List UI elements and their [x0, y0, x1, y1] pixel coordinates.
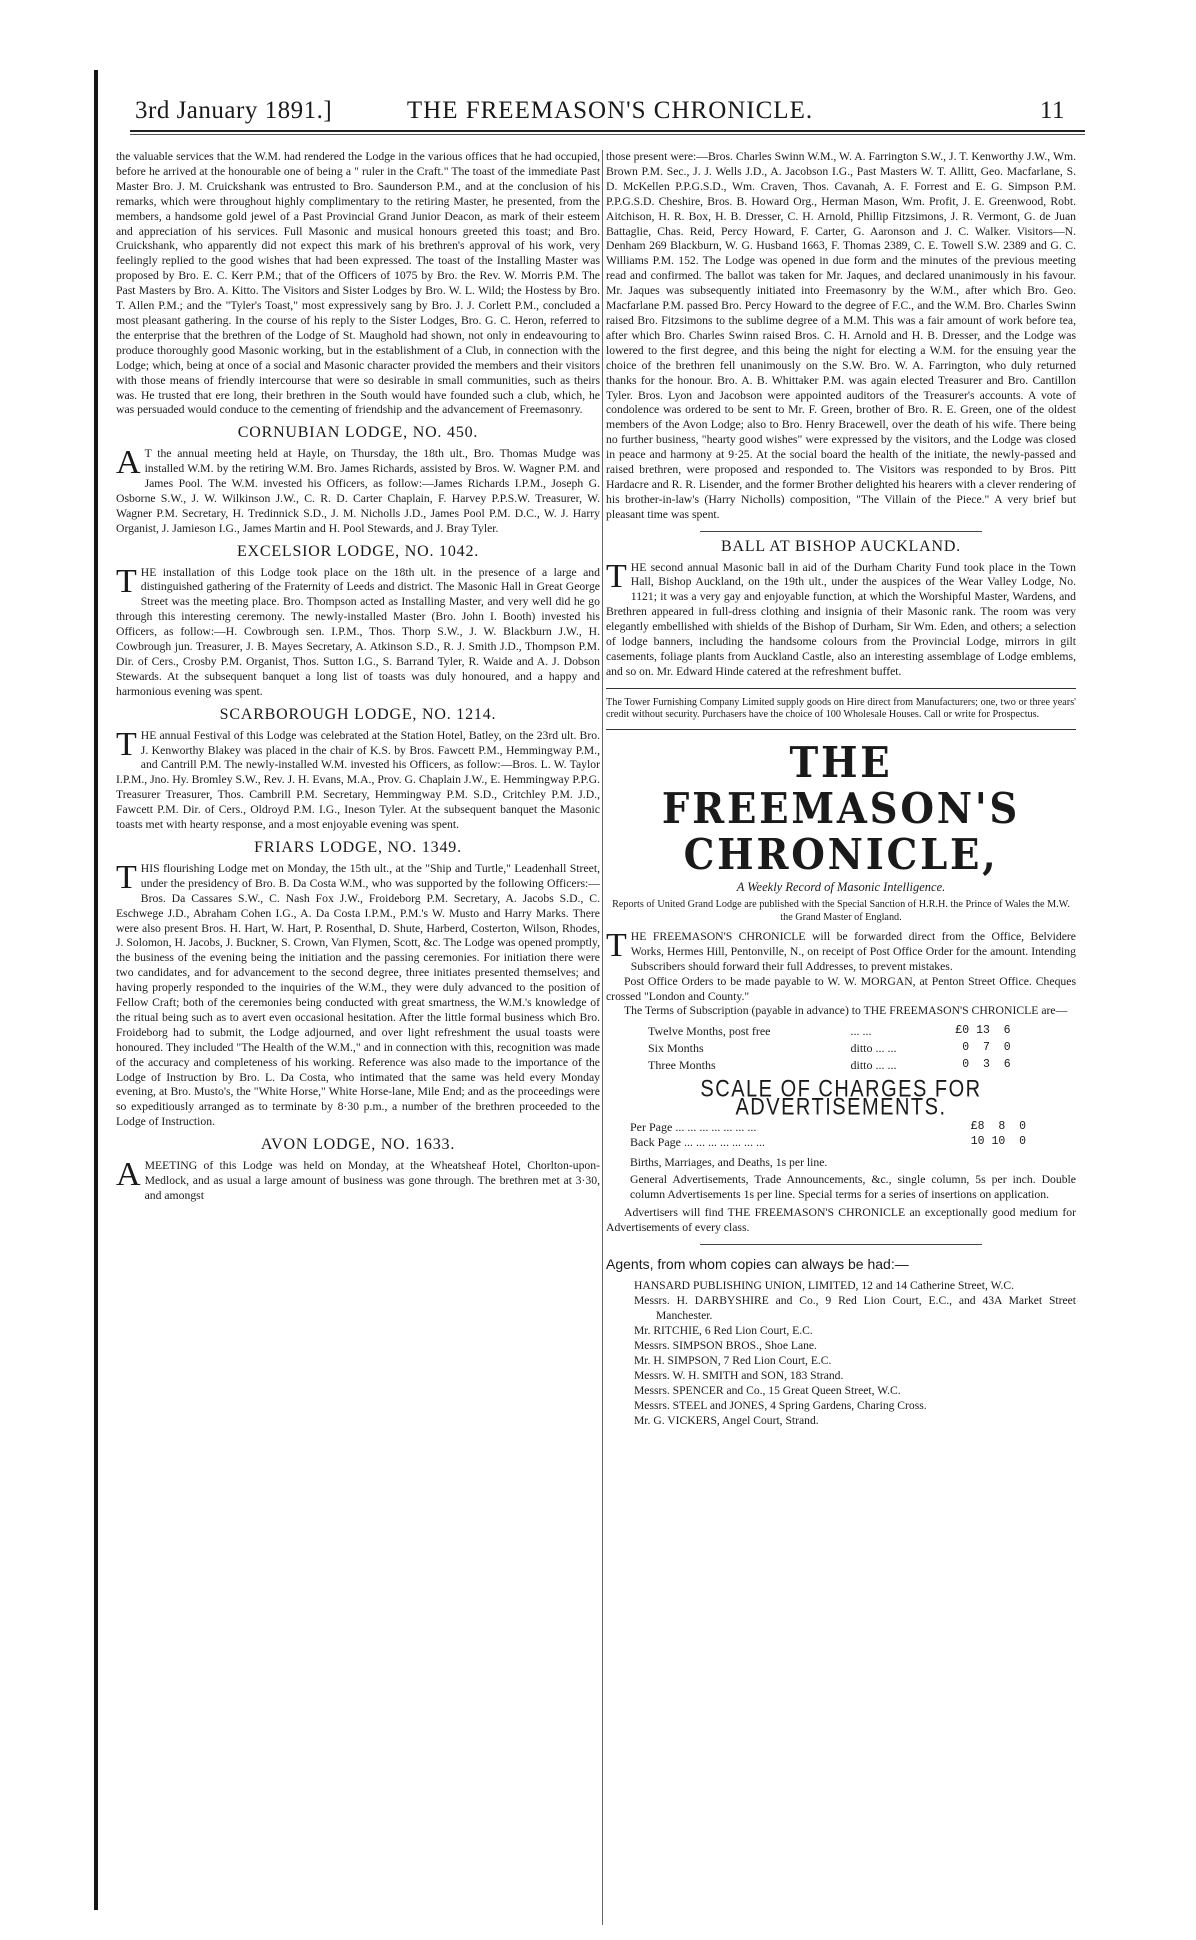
section-body-excelsior: THE installation of this Lodge took place on the 18th ult. in the presence of a large and distinguished gathering of the Fraternity of Leeds and district. The Masonic Hall in Great George Street was the meeting place. Bro. Thompson acted as Installing Master, and very well did he go through this interesting ceremony. The newly-installed Master (Bro. John I. Booth) invested his Officers, as follow:—H. Cowbrough sen. I.P.M., Thos. Thorp S.W., J. W. Blackburn J.W., H. Cowbrough jun. Treasurer, J. B. Mayes Secretary, A. Atkinson S.D., R. J. Smith J.D., Thompson P.M. Dir. of Cers., Crosby P.M. Organist, Thos. Sutton I.G., S. Barrand Tyler, R. Waide and A. J. Dobson Stewards. At the subsequent banquet a long list of toasts was duly honoured, and a happy and harmonious evening was spent.	[116, 562, 600, 698]
page-header	[115, 95, 1105, 135]
section-body-friars: THIS flourishing Lodge met on Monday, the 15th ult., at the "Ship and Turtle," Leadenhall Street, under the presidency of Bro. B. Da Costa W.M., who was supported by the following Officers:—Bros. Da Cassares S.W., C. Nash Fox J.W., Froideborg P.M. Secretary, A. Jacobs S.D., C. Eschwege J.D., Abraham Cohen I.G., A. Da Costa I.P.M., P.M.'s W. Musto and Harry Marks. There were also present Bros. H. Hart, W. Hart, P. Rosenthal, D. Shute, Harberd, Costerton, Wilson, Rhodes, J. Solomon, H. Jacobs, J. Buckner, S. Crown, Van Flymen, Scott, &c. The Lodge was opened promptly, the business of the evening being the initiation and the passing ceremonies. For initiation there were two candidates, and for advancement to the second degree, three initiates presented themselves; and having properly responded to the inquiries of the W.M., they were duly advanced to the position of Fellow Craft; both of the ceremonies being conducted with great smartness, the W.M.'s knowledge of the ritual being such as to avert even occasional hesitation. After the little formal business which Bro. Froideborg had to submit, the Lodge adjourned, and over light refreshment the usual toasts were honoured. They included "The Health of the W.M.," and in connection with this, recognition was made of the accuracy and completeness of his working. Reference was also made to the importance of the Lodge of Instruction by Bro. L. Da Costa, who intimated that the same was held every Monday evening, at Bro. Musto's, the "White Horse," White Horse-lane, Mile End; and as the proceedings were so expeditiously arranged as to terminate by 8·30 p.m., a number of the brethren proceeded to the Lodge of Instruction.	[116, 858, 600, 1129]
price-amount: 10 10 0	[970, 1134, 1026, 1148]
section-heading-friars: FRIARS LODGE, NO. 1349.	[254, 838, 462, 856]
terms-amount: 0 3 6	[962, 1058, 1011, 1072]
subscription-terms-table	[646, 1023, 1013, 1074]
column-divider	[602, 150, 603, 1925]
agent-entry: Mr. G. VICKERS, Angel Court, Strand.	[634, 1414, 819, 1428]
terms-dots: ditto ... ...	[850, 1041, 897, 1056]
section-heading-ball: BALL AT BISHOP AUCKLAND.	[721, 537, 961, 555]
agent-entry: Mr. RITCHIE, 6 Red Lion Court, E.C.	[634, 1324, 813, 1338]
price-label: Back Page ... ... ... ... ... ... ...	[630, 1134, 765, 1149]
right-column	[606, 150, 1076, 1428]
header-rule	[130, 130, 1085, 132]
agent-entry: Mr. H. SIMPSON, 7 Red Lion Court, E.C.	[634, 1354, 832, 1368]
terms-row	[646, 1057, 1013, 1074]
agent-entry: Messrs. W. H. SMITH and SON, 183 Strand.	[634, 1369, 844, 1383]
tower-furnishing-advert: The Tower Furnishing Company Limited supply goods on Hire direct from Manufacturers; one, two or three years' credit without security. Purchasers have the choice of 100 Wholesale Houses. Call or write for Prospectus.	[606, 696, 1076, 721]
section-body-cornubian: AT the annual meeting held at Hayle, on Thursday, the 18th ult., Bro. Thomas Mudge was installed W.M. by the retiring W.M. Bro. James Richards, assisted by Bros. W. Wagner P.M. and James Pool. The W.M. invested his Officers, as follow:—James Richards I.P.M., Joseph G. Osborne S.W., J. W. Wilkinson J.W., C. R. D. Carter Chaplain, F. Harvey P.P.S.W. Treasurer, W. Wagner P.M. Secretary, H. Tredinnick S.D., J. M. Nicholls J.D., James Pool P.M. D.C., W. J. Harry Organist, J. Jamieson I.G., James Martin and H. Pool Stewards, and J. Bray Tyler.	[116, 444, 600, 535]
masthead-subtitle: A Weekly Record of Masonic Intelligence.	[736, 880, 946, 895]
terms-label: Six Months	[648, 1041, 704, 1056]
births-rate: Births, Marriages, and Deaths, 1s per line.	[630, 1155, 828, 1169]
terms-amount: 0 7 0	[962, 1041, 1011, 1055]
section-heading-avon: AVON LODGE, NO. 1633.	[260, 1136, 456, 1154]
section-heading-excelsior: EXCELSIOR LODGE, NO. 1042.	[236, 542, 480, 560]
terms-label: Three Months	[648, 1058, 716, 1073]
terms-dots: ... ...	[850, 1024, 872, 1039]
price-row	[630, 1120, 1076, 1135]
terms-dots: ditto ... ...	[850, 1058, 897, 1073]
terms-row	[646, 1023, 1013, 1040]
price-amount: £8 8 0	[970, 1119, 1026, 1133]
post-office-notice: Post Office Orders to be made payable to W. W. MORGAN, at Penton Street Office. Cheques crossed "London and County."	[606, 974, 1076, 1003]
agent-entry: HANSARD PUBLISHING UNION, LIMITED, 12 and 14 Catherine Street, W.C.	[634, 1279, 1014, 1293]
page-number: 11	[1039, 97, 1065, 124]
section-body-ball: THE second annual Masonic ball in aid of the Durham Charity Fund took place in the Town Hall, Bishop Auckland, on the 19th ult., under the auspices of the Wear Valley Lodge, No. 1121; it was a very gay and enjoyable function, at which the Worshipful Master, Wardens, and Brethren appeared in full-dress clothing and insignia of their Masonic rank. The room was very elegantly embellished with shields of the Bishop of Durham, Sir Wm. Eden, and others; a selection of lodge banners, including the handsome colours from the Provincial Lodge, mirrors in gilt casements, foliage plants from Auckland Castle, also an interesting assemblage of Lodge emblems, and so on. Mr. Edward Hinde catered at the refreshment buffet.	[606, 557, 1076, 678]
price-label: Per Page ... ... ... ... ... ... ...	[630, 1119, 757, 1134]
masthead-note: Reports of United Grand Lodge are published with the Special Sanction of H.R.H. the Prince of Wales the M.W. the Grand Master of England.	[612, 899, 1070, 923]
general-ads-rate: General Advertisements, Trade Announcements, &c., single column, 5s per inch. Double column Advertisements 1s per line. Special terms for a series of insertions on application.	[630, 1172, 1076, 1201]
header-date: 3rd January 1891.]	[135, 97, 333, 124]
left-column	[116, 150, 600, 1940]
terms-amount: £0 13 6	[955, 1024, 1011, 1038]
terms-row	[646, 1040, 1013, 1057]
avon-continuation: those present were:—Bros. Charles Swinn W.M., W. A. Farrington S.W., J. T. Kenworthy J.W., Wm. Brown P.M. Sec., J. J. Wells J.D., A. Jacobson I.G., Past Masters W. T. Allitt, Geo. Macfarlane, S. D. McKellen P.P.G.S.D., Wm. Craven, Thos. Cavanah, A. F. Forrest and E. G. Simpson P.M. P.P.G.S.D. Cheshire, Bros. B. Howard Org., Herman Mason, Wm. Profit, J. E. Greenwood, Robt. Aitchison, H. R. Box, H. B. Dresser, C. H. Arnold, Phillip Fitzsimons, J. R. Vermont, G. de Juan Battaglie, Chas. Reid, Percy Howard, F. Carter, G. Aaronson and J. C. Walker. Visitors—N. Denham 269 Blackburn, W. G. Husband 1663, F. Thomas 2389, C. E. Towell S.W. 2389 and G. C. Williams P.M. 152. The Lodge was opened in due form and the minutes of the previous meeting read and confirmed. The ballot was taken for Mr. Jaques, and declared unanimously in his favour. Mr. Jaques was subsequently initiated into Freemasonry by the W.M., after which Bro. Geo. Macfarlane P.M. passed Bro. Percy Howard to the degree of F.C., and the W.M. Bro. Charles Swinn raised Bro. Fitzsimons to the sublime degree of a M.M. This was a fair amount of work before tea, after which Bro. Charles Swinn raised Bros. C. H. Arnold and H. B. Dresser, and the Lodge was lowered to the first degree, and this being the night for electing a W.M. for the ensuing year the choice of the brethren fell unanimously on the S.W. Bro. W. A. Farrington, who duly returned thanks for the honour. Bro. A. B. Whittaker P.M. was again elected Treasurer and Bro. Cantillon Tyler. Bros. Lyon and Jacobson were appointed auditors of the Treasurer's accounts. A vote of condolence was ordered to be sent to Mr. F. Green, brother of Bro. R. E. Green, one of the oldest members of the Avon Lodge; also to Bro. Henry Bracewell, over the death of his wife. There being no further business, "hearty good wishes" were expressed by the visitors, and the Lodge was closed in peace and harmony at 9·25. At the social board the health of the initiate, the newly-passed and raised brethren, were proposed and responded to. The Visitors was responded to by Bros. Pitt Hardacre and R. R. Lisender, and the former Brother delighted his hearers with a clever rendering of his brother-in-law's (Harry Nicholls) composition, "The Villain of the Piece." A very brief but pleasant time was spent.	[606, 150, 1076, 521]
agent-entry: Messrs. H. DARBYSHIRE and Co., 9 Red Lion Court, E.C., and 43A Market Street Manchester.	[634, 1294, 1076, 1323]
header-title: THE FREEMASON'S CHRONICLE.	[406, 97, 814, 124]
chronicle-masthead: THE FREEMASON'S CHRONICLE,	[661, 738, 1021, 880]
section-separator	[700, 531, 982, 532]
terms-label: Twelve Months, post free	[648, 1024, 771, 1039]
price-row	[630, 1135, 1076, 1150]
advert-separator	[606, 688, 1076, 689]
header-rule-thin	[130, 134, 1085, 135]
section-heading-cornubian: CORNUBIAN LODGE, NO. 450.	[237, 424, 479, 442]
advertisers-note: Advertisers will find THE FREEMASON'S CHRONICLE an exceptionally good medium for Advertisements of every class.	[606, 1206, 1076, 1235]
agents-separator	[700, 1244, 982, 1245]
agent-entry: Messrs. SIMPSON BROS., Shoe Lane.	[634, 1339, 817, 1353]
agent-entry: Messrs. STEEL and JONES, 4 Spring Gardens, Charing Cross.	[634, 1399, 927, 1413]
binding-edge-rule	[94, 70, 98, 1910]
advertising-charges-heading: SCALE OF CHARGES FOR ADVERTISEMENTS.	[700, 1076, 982, 1121]
agents-heading: Agents, from whom copies can always be had:—	[606, 1256, 909, 1273]
subscription-notice: THE FREEMASON'S CHRONICLE will be forwarded direct from the Office, Belvidere Works, Hermes Hill, Pentonville, N., on receipt of Post Office Order for the amount. Intending Subscribers should forward their full Addresses, to prevent mistakes.	[606, 926, 1076, 973]
section-body-scarborough: THE annual Festival of this Lodge was celebrated at the Station Hotel, Batley, on the 23rd ult. Bro. J. Kenworthy Blakey was placed in the chair of K.S. by Bros. Fawcett P.M., Hemmingway P.M., and Cantrill P.M. The newly-installed W.M. invested his Officers, as follow:—Bros. L. W. Taylor I.P.M., Jno. Hy. Bromley S.W., Rev. J. H. Evans, M.A., Prov. G. Chaplain J.W., E. Hemmingway P.P.G. Treasurer Treasurer, Thos. Cambrill P.M. Secretary, Hemmingway P.M. S.D., Critchley P.M. J.D., Fawcett P.M. Dir. of Cers., Oldroyd P.M. I.G., Ineson Tyler. At the subsequent banquet the Masonic toasts met with hearty response, and a most enjoyable evening was spent.	[116, 725, 600, 832]
section-body-avon: AMEETING of this Lodge was held on Monday, at the Wheatsheaf Hotel, Chorlton-upon-Medlock, and as usual a large amount of business was gone through. The brethren met at 3·30, and amongst	[116, 1156, 600, 1202]
agent-entry: Messrs. SPENCER and Co., 15 Great Queen Street, W.C.	[634, 1384, 901, 1398]
continued-paragraph: the valuable services that the W.M. had rendered the Lodge in the various offices that he had occupied, before he arrived at the honourable one of being a " ruler in the Craft." The toast of the immediate Past Master Bro. J. M. Cruickshank was entrusted to Bro. Saunderson P.M., and at the conclusion of his remarks, which were throughout highly complimentary to the retiring Master, he presented, from the members, a handsome gold jewel of a Past Provincial Grand Junior Deacon, as mark of their esteem and appreciation of his services. Full Masonic and musical honours greeted this toast; and Bro. Cruickshank, who apparently did not expect this mark of his brethren's approval of his work, very feelingly replied to the good wishes that had been expressed. The toast of the Installing Master was proposed by Bro. E. C. Kerr P.M.; that of the Officers of 1075 by Bro. the Rev. W. Morris P.M. The Past Masters by Bro. A. Kitto. The Visitors and Sister Lodges by Bro. W. L. Wild; the Hostess by Bro. T. Allen P.M.; and the "Tyler's Toast," most expressively sang by Bro. J. J. Corlett P.M., concluded a most pleasant gathering. In the course of his reply to the Sister Lodges, Bro. G. C. Heron, referred to the enterprise that the brethren of the Lodge of St. Maughold had shown, not only in endeavouring to produce thoroughly good Masonic working, but in the establishment of a Club, in connection with the Lodge; which, being at once of a social and Masonic character provided the members and their visitors with those means of friendly intercourse that were so desirable in small communities, such as theirs was. He trusted that ere long, their brethren in the South would have founded such a club, which, he was persuaded would conduce to the cementing of friendship and the advancement of Freemasonry.	[116, 150, 600, 417]
terms-intro: The Terms of Subscription (payable in advance) to THE FREEMASON'S CHRONICLE are—	[624, 1004, 1068, 1018]
section-heading-scarborough: SCARBOROUGH LODGE, NO. 1214.	[219, 705, 497, 723]
masthead-separator	[606, 729, 1076, 730]
